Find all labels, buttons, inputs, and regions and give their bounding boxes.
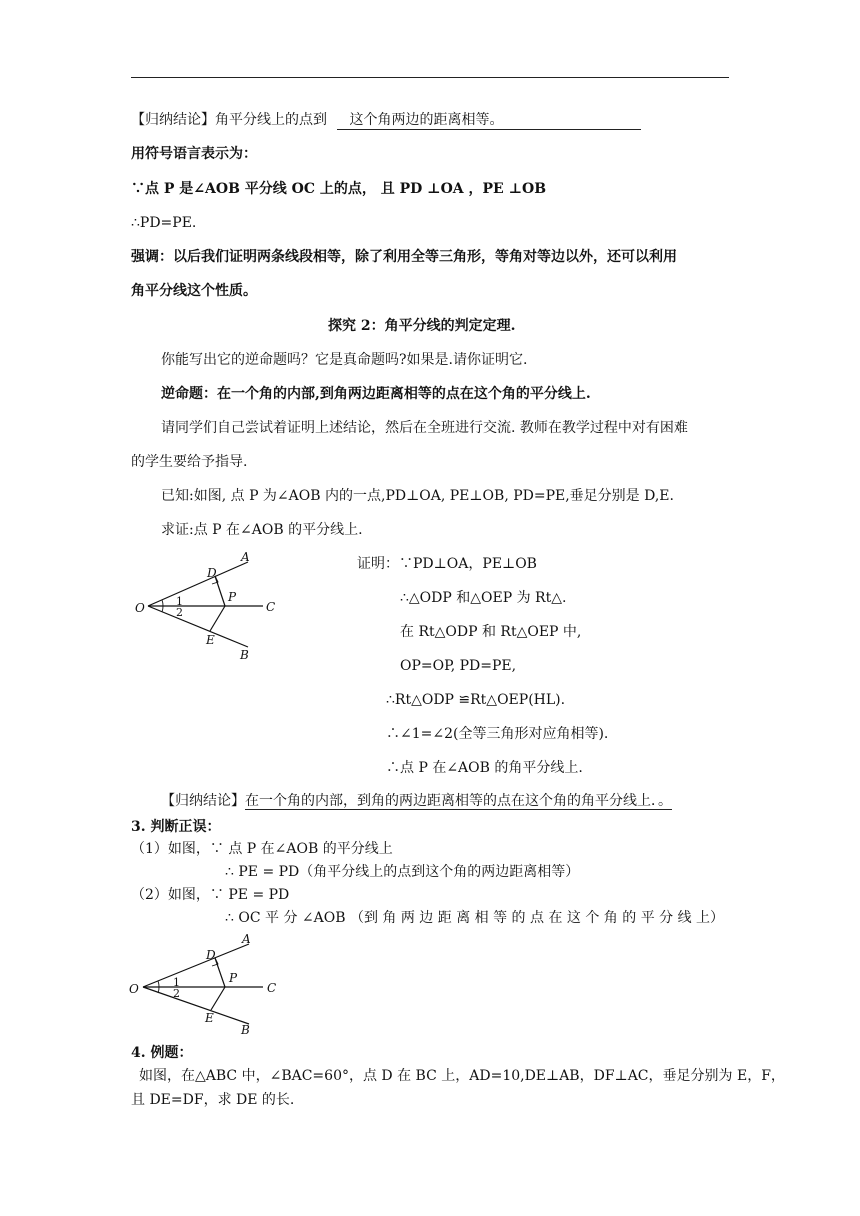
proof-line-6: ∴∠1=∠2(全等三角形对应角相等). [386, 726, 609, 742]
label-angle-2: 2 [176, 606, 183, 619]
item1-premise: （1）如图，∵ 点 P 在∠AOB 的平分线上 [131, 841, 393, 857]
conclusion-text: 角平分线上的点到 [215, 112, 327, 128]
label-p: P [228, 590, 237, 604]
conclusion-fill-blank: 这个角两边的距离相等。 [337, 111, 641, 130]
label-p-2: P [229, 971, 238, 985]
proof-line-1: 证明：∵PD⊥OA，PE⊥OB [357, 556, 537, 572]
section3-heading: 3. 判断正误： [131, 819, 221, 835]
emphasis-line-1: 强调：以后我们证明两条线段相等，除了利用全等三角形，等角对等边以外，还可以利用 [131, 249, 677, 265]
conclusion-bracket-2: 【归纳结论】 [161, 793, 245, 809]
label-o-2: O [129, 982, 139, 996]
proof-line-2: ∴△ODP 和△OEP 为 Rt△. [400, 590, 567, 606]
conclusion-line-1 [131, 111, 641, 130]
label-e: E [206, 633, 215, 647]
instruction-line-2: 的学生要给予指导. [131, 454, 248, 470]
item2-premise: （2）如图，∵ PE = PD [131, 887, 290, 903]
prove-statement: 求证:点 P 在∠AOB 的平分线上. [161, 522, 363, 538]
converse-statement: 逆命题：在一个角的内部,到角两边距离相等的点在这个角的平分线上. [161, 386, 591, 402]
conclusion-text-2: 在一个角的内部，到角的两边距离相等的点在这个角的角平分线上．。 [245, 793, 672, 809]
symbol-intro: 用符号语言表示为： [131, 146, 257, 162]
label-a: A [241, 550, 250, 564]
item2-conclusion: ∴ OC 平 分 ∠AOB （到 角 两 边 距 离 相 等 的 点 在 这 个 角 的 平 分 线 上） [225, 910, 725, 926]
angle-bisector-figure-2 [125, 930, 285, 1040]
label-c: C [266, 600, 276, 614]
instruction-line-1: 请同学们自己尝试着证明上述结论，然后在全班进行交流. 教师在教学过程中对有困难 [161, 420, 688, 436]
section4-heading: 4. 例题： [131, 1045, 193, 1061]
label-e-2: E [205, 1011, 214, 1025]
label-b-2: B [241, 1023, 250, 1037]
label-angle-2-2: 2 [173, 987, 180, 1000]
explore2-question: 你能写出它的逆命题吗？它是真命题吗?如果是.请你证明它. [161, 352, 528, 368]
conclusion-line-2 [161, 792, 672, 810]
label-d-2: D [206, 948, 216, 962]
item1-conclusion: ∴ PE = PD（角平分线上的点到这个角的两边距离相等） [225, 864, 580, 880]
proof-line-7: ∴点 P 在∠AOB 的角平分线上. [386, 760, 583, 776]
result-statement: ∴PD=PE. [131, 215, 197, 231]
emphasis-line-2: 角平分线这个性质。 [131, 283, 257, 299]
label-c-2: C [267, 981, 277, 995]
example-line-2: 且 DE=DF，求 DE 的长. [131, 1092, 295, 1108]
proof-line-4: OP=OP, PD=PE, [400, 658, 517, 674]
label-angle-1-2: 1 [173, 976, 180, 989]
label-o: O [135, 601, 145, 615]
label-angle-1: 1 [176, 595, 183, 608]
label-b: B [240, 648, 249, 662]
proof-line-5: ∴Rt△ODP ≌Rt△OEP(HL). [386, 692, 566, 708]
explore2-title: 探究 2：角平分线的判定定理. [328, 318, 516, 334]
proof-line-3: 在 Rt△ODP 和 Rt△OEP 中, [400, 624, 582, 640]
conclusion-bracket: 【归纳结论】 [131, 112, 215, 128]
given-statement: ∵点 P 是∠AOB 平分线 OC 上的点， 且 PD ⊥OA ，PE ⊥OB [131, 181, 547, 197]
angle-bisector-figure-1 [130, 548, 280, 663]
example-line-1: 如图，在△ABC 中，∠BAC=60°，点 D 在 BC 上，AD=10,DE⊥AB，DF⊥AC，垂足分别为 E，F， [139, 1068, 785, 1084]
label-d: D [207, 566, 217, 580]
label-a-2: A [242, 932, 251, 946]
known-statement: 已知:如图, 点 P 为∠AOB 内的一点,PD⊥OA, PE⊥OB, PD=PE,垂足分别是 D,E. [161, 488, 674, 504]
header-rule [131, 77, 729, 78]
